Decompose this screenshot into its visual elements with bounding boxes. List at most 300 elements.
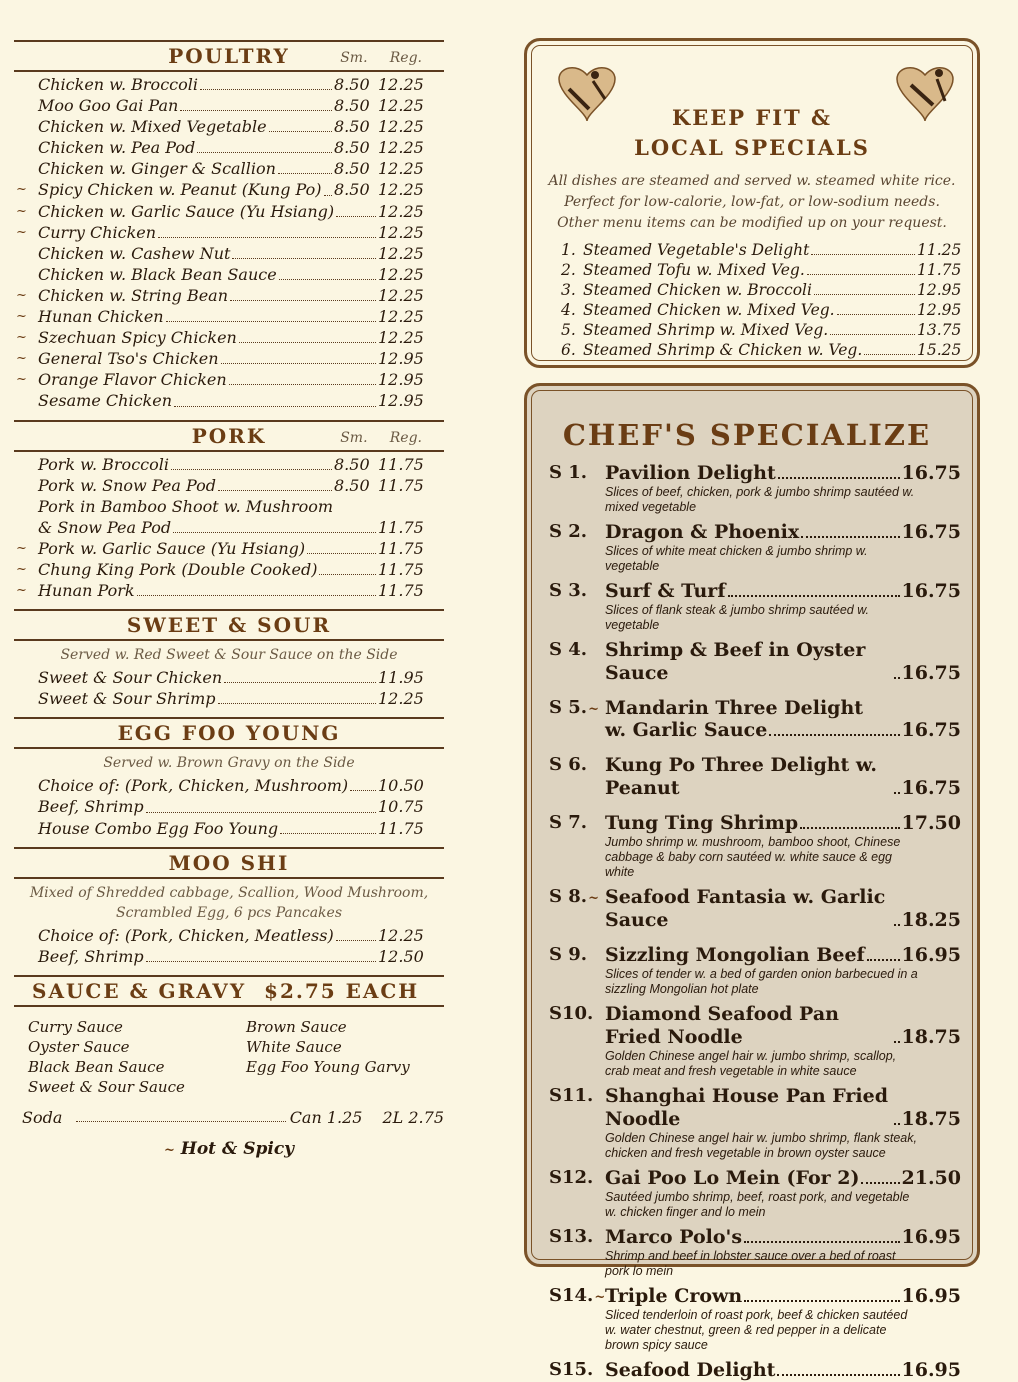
hot-spicy-icon: ~ xyxy=(16,561,27,577)
leader-dots xyxy=(173,532,376,533)
item-price-reg: 12.50 xyxy=(378,946,424,966)
leader-dots xyxy=(728,595,900,597)
moo-shi-note-2: Scrambled Egg, 6 pcs Pancakes xyxy=(115,904,343,921)
item-name: Steamed Chicken w. Broccoli xyxy=(583,281,812,299)
pork-header xyxy=(14,420,444,452)
item-price-reg: 12.25 xyxy=(378,159,424,179)
item-description: Slices of beef, chicken, pork & jumbo shrimp sautéed w. mixed vegetable xyxy=(605,485,915,514)
leader-dots xyxy=(894,924,900,926)
chef-item xyxy=(543,521,961,574)
item-price: 16.95 xyxy=(901,1359,961,1381)
item-code-text: S 8. xyxy=(549,886,588,907)
item-code-text: S 3. xyxy=(549,580,588,601)
soda-can-price: Can 1.25 xyxy=(289,1107,363,1127)
item-code-text: S11. xyxy=(549,1085,594,1106)
menu-item-row xyxy=(16,348,444,369)
keep-fit-item-row xyxy=(561,320,962,340)
item-price-reg: 11.75 xyxy=(378,454,424,474)
item-name: Chung King Pork (Double Cooked) xyxy=(38,559,318,579)
leader-dots xyxy=(800,827,899,829)
leader-dots xyxy=(861,1182,899,1184)
item-description: Sliced tenderloin of roast pork, beef & chicken sautéed w. water chestnut, green & red pepper in a delicate brown spicy sauce xyxy=(605,1308,908,1352)
col-sm-label: Sm. xyxy=(340,429,368,446)
poultry-title: POULTRY xyxy=(168,44,290,68)
item-name: Sweet & Sour Shrimp xyxy=(38,689,216,709)
chef-item xyxy=(543,1085,961,1161)
chef-item xyxy=(543,754,961,800)
sauce-item: White Sauce xyxy=(246,1037,342,1056)
leader-dots xyxy=(744,1300,899,1302)
leader-dots xyxy=(232,258,376,259)
item-line xyxy=(605,719,961,742)
item-price: 16.75 xyxy=(901,462,961,484)
leader-dots xyxy=(76,1121,285,1122)
item-price-sm: 8.50 xyxy=(334,454,370,474)
item-name: Shanghai House Pan Fried Noodle xyxy=(605,1085,889,1130)
chef-item xyxy=(543,944,961,997)
soda-label: Soda xyxy=(22,1107,63,1127)
item-name: Seafood Delight xyxy=(605,1359,776,1381)
item-code xyxy=(549,1085,607,1106)
item-name: Sizzling Mongolian Beef xyxy=(605,944,865,966)
item-name: Chicken w. Garlic Sauce (Yu Hsiang) xyxy=(38,201,335,221)
item-price-reg: 12.25 xyxy=(378,328,424,348)
chef-item xyxy=(543,1285,961,1353)
item-name-cont: w. Garlic Sauce xyxy=(605,719,768,741)
chef-item xyxy=(543,697,961,742)
leader-dots xyxy=(221,363,376,364)
item-name: Moo Goo Gai Pan xyxy=(38,96,179,116)
leader-dots xyxy=(807,274,915,275)
leader-dots xyxy=(777,1374,899,1376)
sweet-sour-section xyxy=(14,609,444,709)
item-code-text: S 6. xyxy=(549,754,588,775)
item-price: 16.95 xyxy=(901,1226,961,1248)
item-price-sm: 8.50 xyxy=(334,159,370,179)
menu-item-row xyxy=(38,243,444,264)
leader-dots xyxy=(801,536,899,538)
leader-dots xyxy=(158,237,376,238)
menu-item-row xyxy=(38,667,444,688)
item-name: Diamond Seafood Pan Fried Noodle xyxy=(605,1003,839,1048)
hot-spicy-icon: ~ xyxy=(16,583,27,599)
sauce-title: SAUCE & GRAVY $2.75 EACH xyxy=(32,978,420,1003)
leader-dots xyxy=(174,406,376,407)
sauce-item: Black Bean Sauce xyxy=(28,1057,165,1076)
item-code xyxy=(549,1167,607,1188)
poultry-section xyxy=(14,40,444,412)
item-name: Hunan Pork xyxy=(38,581,135,601)
pork-section xyxy=(14,420,444,602)
item-name: Chicken w. Pea Pod xyxy=(38,138,196,158)
leader-dots xyxy=(239,342,376,343)
item-name: Choice of: (Pork, Chicken, Meatless) xyxy=(38,925,334,945)
item-name: Marco Polo's xyxy=(605,1226,743,1248)
item-code xyxy=(549,886,607,907)
item-name: Pork w. Garlic Sauce (Yu Hsiang) xyxy=(38,538,306,558)
chef-list xyxy=(543,462,961,1382)
item-price: 13.75 xyxy=(917,321,962,339)
item-line xyxy=(605,812,961,835)
item-name: Steamed Shrimp w. Mixed Veg. xyxy=(583,321,829,339)
egg-foo-young-list xyxy=(14,773,444,838)
egg-foo-young-note: Served w. Brown Gravy on the Side xyxy=(103,755,355,772)
chef-item xyxy=(543,1003,961,1079)
item-description: Shrimp and beef in lobster sauce over a bed of roast pork lo mein xyxy=(605,1249,896,1278)
item-name: Steamed Chicken w. Mixed Veg. xyxy=(583,301,835,319)
soda-2l-price: 2L 2.75 xyxy=(382,1107,444,1127)
leader-dots xyxy=(336,940,376,941)
chef-specialize-box xyxy=(524,383,980,1381)
item-line xyxy=(605,944,961,967)
item-line xyxy=(605,462,961,485)
item-line xyxy=(605,1285,961,1308)
leader-dots xyxy=(814,294,915,295)
item-description: Jumbo shrimp w. mushroom, bamboo shoot, Chinese cabbage & baby corn sautéed w. white sauce & egg white xyxy=(605,835,901,879)
leader-dots xyxy=(146,961,376,962)
item-price: 18.75 xyxy=(901,1108,961,1130)
menu-item-row xyxy=(38,946,444,967)
chef-item xyxy=(543,1359,961,1382)
item-price-reg: 11.95 xyxy=(378,668,424,688)
item-code-text: S 1. xyxy=(549,462,588,483)
item-name: Tung Ting Shrimp xyxy=(605,812,799,834)
item-price-reg: 12.25 xyxy=(378,689,424,709)
item-name: Choice of: (Pork, Chicken, Mushroom) xyxy=(38,776,349,796)
menu-item-row xyxy=(16,179,444,200)
leader-dots xyxy=(137,595,376,596)
leader-dots xyxy=(867,959,900,961)
item-code-text: S13. xyxy=(549,1226,594,1247)
item-line xyxy=(605,886,961,932)
sauce-item: Oyster Sauce xyxy=(28,1037,130,1056)
col-reg-label: Reg. xyxy=(389,429,422,446)
menu-item-row xyxy=(16,559,444,580)
item-code xyxy=(549,462,607,483)
menu-item-row xyxy=(38,517,444,538)
item-code-text: S 5. xyxy=(549,697,588,718)
item-code-text: S 4. xyxy=(549,639,588,660)
item-price-sm: 8.50 xyxy=(334,475,370,495)
item-price: 16.75 xyxy=(901,662,961,684)
item-price-reg: 12.25 xyxy=(378,75,424,94)
chef-item xyxy=(543,462,961,515)
menu-item-row xyxy=(38,475,444,496)
item-code xyxy=(549,639,607,660)
chef-item xyxy=(543,1226,961,1279)
item-name: Chicken w. Cashew Nut xyxy=(38,243,231,263)
hot-spicy-icon: ~ xyxy=(588,891,599,906)
sauce-item: Egg Foo Young Garvy xyxy=(246,1057,410,1076)
item-description: Golden Chinese angel hair w. jumbo shrimp, scallop, crab meat and fresh vegetable in white sauce xyxy=(605,1049,897,1078)
item-name: Pavilion Delight xyxy=(605,462,776,484)
leader-dots xyxy=(769,734,899,736)
item-price-sm: 8.50 xyxy=(334,117,370,137)
leader-dots xyxy=(218,490,332,491)
item-number: 3. xyxy=(561,281,576,299)
egg-foo-young-section xyxy=(14,717,444,838)
leader-dots xyxy=(146,812,376,813)
keep-fit-note-1: All dishes are steamed and served w. steamed white rice. xyxy=(548,173,956,189)
leader-dots xyxy=(200,89,332,90)
keep-fit-title-line-2: LOCAL SPECIALS xyxy=(634,135,870,160)
item-description: Slices of white meat chicken & jumbo shrimp w. vegetable xyxy=(605,544,868,573)
item-code xyxy=(549,1226,607,1247)
item-name: General Tso's Chicken xyxy=(38,349,219,369)
item-name: Beef, Shrimp xyxy=(38,946,144,966)
menu-item-row xyxy=(38,925,444,946)
item-description: Slices of tender w. a bed of garden onion barbecued in a sizzling Mongolian hot plate xyxy=(605,967,918,996)
leader-dots xyxy=(894,792,900,794)
leader-dots xyxy=(180,110,332,111)
item-price-reg: 11.75 xyxy=(378,538,424,558)
sauce-item xyxy=(246,1077,446,1097)
leader-dots xyxy=(744,1241,899,1243)
item-line xyxy=(605,1167,961,1190)
item-price: 21.50 xyxy=(901,1167,961,1189)
leader-dots xyxy=(224,682,376,683)
item-price-reg: 10.75 xyxy=(378,797,424,817)
menu-item-row xyxy=(38,688,444,709)
item-name: Orange Flavor Chicken xyxy=(38,370,227,390)
leader-dots xyxy=(894,677,900,679)
item-line xyxy=(605,754,961,800)
item-number: 6. xyxy=(561,341,576,359)
menu-item-row xyxy=(38,796,444,817)
menu-item-row xyxy=(38,454,444,475)
sweet-sour-list xyxy=(14,665,444,709)
keep-fit-title-line-1: KEEP FIT & xyxy=(672,105,832,130)
keep-fit-box xyxy=(524,38,980,368)
item-name: Shrimp & Beef in Oyster Sauce xyxy=(605,639,866,684)
item-name: Steamed Shrimp & Chicken w. Veg. xyxy=(583,341,863,359)
item-price-reg: 11.75 xyxy=(378,581,424,601)
col-sm-label: Sm. xyxy=(340,50,368,66)
menu-item-row xyxy=(38,95,444,116)
pork-title: PORK xyxy=(191,423,267,448)
menu-item-row xyxy=(38,74,444,95)
chef-item xyxy=(543,639,961,685)
hot-spicy-icon: ~ xyxy=(594,1290,606,1305)
item-code xyxy=(549,1003,607,1024)
keep-fit-item-row xyxy=(561,260,962,280)
item-name: Sweet & Sour Chicken xyxy=(38,668,223,688)
item-name: Surf & Turf xyxy=(605,580,726,602)
item-price: 16.95 xyxy=(901,1285,961,1307)
item-price: 16.75 xyxy=(901,777,961,799)
item-name: Dragon & Phoenix xyxy=(605,521,800,543)
item-price: 12.95 xyxy=(917,281,962,299)
leader-dots xyxy=(894,1123,900,1125)
sauce-item: Brown Sauce xyxy=(246,1017,347,1036)
leader-dots xyxy=(894,1041,900,1043)
item-code-text: S14. xyxy=(549,1285,594,1306)
item-name: Mandarin Three Delight xyxy=(605,697,864,719)
moo-shi-section xyxy=(14,847,444,967)
item-line xyxy=(605,580,961,603)
menu-item-row xyxy=(38,116,444,137)
leader-dots xyxy=(269,131,332,132)
hot-spicy-icon: ~ xyxy=(16,182,27,198)
item-code xyxy=(549,521,607,542)
item-price-reg: 12.25 xyxy=(378,96,424,116)
sauce-section xyxy=(14,975,444,1159)
item-name: & Snow Pea Pod xyxy=(38,517,172,537)
poultry-list xyxy=(14,72,444,412)
chef-item xyxy=(543,580,961,633)
leader-dots xyxy=(864,354,915,355)
keep-fit-note-2: Perfect for low-calorie, low-fat, or low-sodium needs. xyxy=(564,194,940,210)
hot-spicy-icon: ~ xyxy=(16,309,27,325)
hot-spicy-icon: ~ xyxy=(16,540,27,556)
keep-fit-item-row xyxy=(561,300,962,320)
moo-shi-note-1: Mixed of Shredded cabbage, Scallion, Wood Mushroom, xyxy=(29,884,429,901)
hot-spicy-icon: ~ xyxy=(163,1142,175,1158)
menu-item-row xyxy=(16,222,444,243)
item-name: Hunan Chicken xyxy=(38,307,164,327)
item-name: Chicken w. Broccoli xyxy=(38,75,198,94)
item-price: 18.75 xyxy=(901,1026,961,1048)
item-price-reg: 10.50 xyxy=(378,776,424,796)
poultry-col-labels xyxy=(318,50,422,66)
moo-shi-title: MOO SHI xyxy=(168,850,290,875)
chef-item xyxy=(543,1167,961,1220)
item-name: Szechuan Spicy Chicken xyxy=(38,328,237,348)
keep-fit-note-3: Other menu items can be modified up on your request. xyxy=(557,215,947,231)
moo-shi-list xyxy=(14,923,444,967)
leader-dots xyxy=(778,477,900,479)
item-price-sm: 8.50 xyxy=(334,75,370,94)
item-code-text: S 7. xyxy=(549,812,588,833)
item-code xyxy=(549,1285,607,1306)
sauce-header xyxy=(14,975,444,1007)
leader-dots xyxy=(319,574,376,575)
moo-shi-header xyxy=(14,847,444,879)
item-price-reg: 12.25 xyxy=(378,243,424,263)
item-name: Chicken w. Mixed Vegetable xyxy=(38,117,267,137)
sweet-sour-note: Served w. Red Sweet & Sour Sauce on the Side xyxy=(60,647,398,664)
item-price-reg: 12.25 xyxy=(378,117,424,137)
item-price: 11.75 xyxy=(917,261,962,279)
soda-row xyxy=(14,1097,444,1127)
menu-item-row xyxy=(38,137,444,158)
item-price-sm: 8.50 xyxy=(334,138,370,158)
item-name: Steamed Vegetable's Delight xyxy=(583,241,810,259)
item-name: Chicken w. Black Bean Sauce xyxy=(38,264,277,284)
menu-item-row xyxy=(38,390,444,411)
item-code-text: S 9. xyxy=(549,944,588,965)
leader-dots xyxy=(229,384,376,385)
item-name: Chicken w. String Bean xyxy=(38,285,229,305)
item-price: 15.25 xyxy=(917,341,962,359)
item-name: Curry Chicken xyxy=(38,222,157,242)
item-name: Beef, Shrimp xyxy=(38,797,144,817)
item-price-reg: 12.25 xyxy=(378,201,424,221)
egg-foo-young-title: EGG FOO YOUNG xyxy=(117,721,341,746)
sauce-list xyxy=(14,1007,444,1097)
item-number: 2. xyxy=(561,261,576,279)
item-code xyxy=(549,697,607,718)
hot-spicy-icon: ~ xyxy=(16,372,27,388)
item-price-reg: 12.95 xyxy=(378,349,424,369)
item-price-reg: 12.25 xyxy=(378,180,424,200)
menu-item-row xyxy=(16,538,444,559)
keep-fit-item-row xyxy=(561,280,962,300)
item-price-reg: 12.25 xyxy=(378,285,424,305)
chef-specialize-title: CHEF'S SPECIALIZE xyxy=(562,418,932,452)
leader-dots xyxy=(324,195,332,196)
pork-col-labels xyxy=(318,430,422,446)
item-name: Kung Po Three Delight w. Peanut xyxy=(605,754,877,799)
col-reg-label: Reg. xyxy=(389,50,422,66)
item-name: Spicy Chicken w. Peanut (Kung Po) xyxy=(38,180,322,200)
menu-item-row xyxy=(38,496,444,517)
sweet-sour-header xyxy=(14,609,444,641)
leader-dots xyxy=(830,334,915,335)
menu-item-row xyxy=(16,580,444,601)
leader-dots xyxy=(350,790,376,791)
pork-list xyxy=(14,452,444,602)
leader-dots xyxy=(280,833,376,834)
hot-spicy-icon: ~ xyxy=(16,203,27,219)
item-price-reg: 11.75 xyxy=(378,559,424,579)
item-name: Seafood Fantasia w. Garlic Sauce xyxy=(605,886,886,931)
item-price-sm: 8.50 xyxy=(334,180,370,200)
item-price-reg: 12.25 xyxy=(378,264,424,284)
hot-spicy-icon: ~ xyxy=(588,702,599,717)
item-price-reg: 11.75 xyxy=(378,818,424,838)
sweet-sour-title: SWEET & SOUR xyxy=(126,613,332,638)
leader-dots xyxy=(230,300,376,301)
keep-fit-list xyxy=(545,240,962,360)
item-line xyxy=(605,521,961,544)
item-description: Golden Chinese angel hair w. jumbo shrimp, flank steak, chicken and fresh vegetable in brown oyster sauce xyxy=(605,1131,917,1160)
item-line xyxy=(605,1003,961,1049)
legend-label: Hot & Spicy xyxy=(180,1138,295,1159)
menu-item-row xyxy=(16,201,444,222)
poultry-header xyxy=(14,40,444,72)
keep-fit-note xyxy=(545,171,959,234)
item-name: Sesame Chicken xyxy=(38,391,172,411)
leader-dots xyxy=(166,321,376,322)
item-name: House Combo Egg Foo Young xyxy=(38,818,279,838)
item-price-reg: 11.75 xyxy=(378,517,424,537)
item-price-reg: 12.95 xyxy=(378,391,424,411)
item-price-reg: 12.95 xyxy=(378,370,424,390)
item-code xyxy=(549,754,607,775)
leader-dots xyxy=(811,254,915,255)
item-description: Sautéed jumbo shrimp, beef, roast pork, and vegetable w. chicken finger and lo mein xyxy=(605,1190,910,1219)
menu-item-row xyxy=(16,369,444,390)
leader-dots xyxy=(307,553,376,554)
item-price: 17.50 xyxy=(901,812,961,834)
leader-dots xyxy=(336,216,376,217)
menu-item-row xyxy=(38,158,444,179)
item-price-reg: 12.25 xyxy=(378,138,424,158)
item-name: Pork w. Snow Pea Pod xyxy=(38,475,216,495)
fitness-figure-icon xyxy=(887,59,963,129)
sauce-item: Curry Sauce xyxy=(28,1017,123,1036)
menu-item-row xyxy=(38,818,444,839)
item-number: 5. xyxy=(561,321,576,339)
item-price-reg: 12.25 xyxy=(378,925,424,945)
item-price-reg: 12.25 xyxy=(378,222,424,242)
item-name: Steamed Tofu w. Mixed Veg. xyxy=(583,261,805,279)
item-line xyxy=(605,1226,961,1249)
item-code-text: S 2. xyxy=(549,521,588,542)
item-code xyxy=(549,580,607,601)
item-price: 18.25 xyxy=(901,909,961,931)
